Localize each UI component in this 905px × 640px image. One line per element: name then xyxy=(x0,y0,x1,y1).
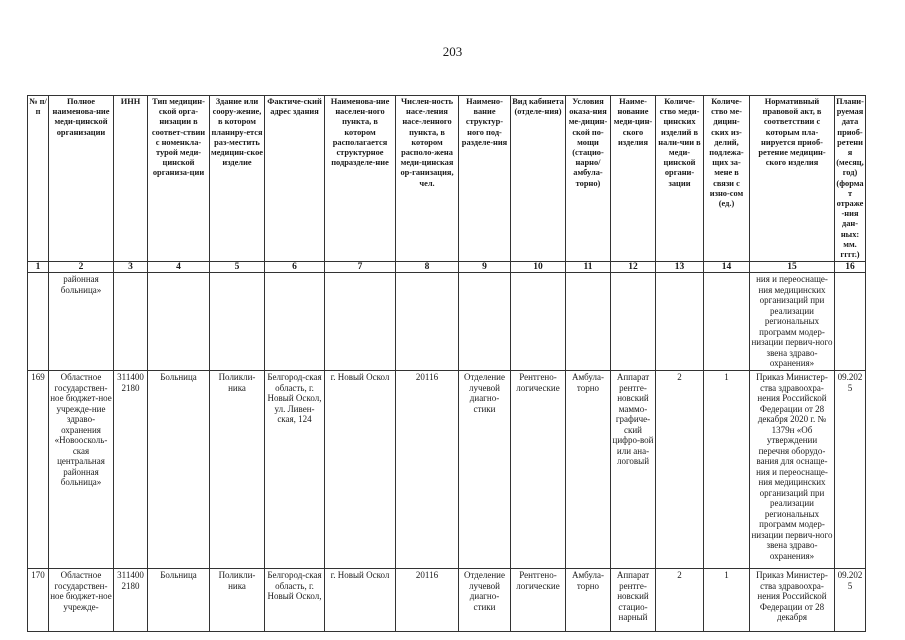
population: 20116 xyxy=(396,371,459,569)
cabinet-type: Рентгено-логические xyxy=(511,371,566,569)
cabinet-type: Рентгено-логические xyxy=(511,569,566,632)
unit: Отделение лучевой диагно-стики xyxy=(459,569,511,632)
column-number: 10 xyxy=(511,262,566,273)
table-cell: ния и переоснаще-ния медицинских организаций при реализации региональных программ модер-низации первич-ного звена здраво-охранения» xyxy=(750,273,835,371)
table-cell xyxy=(28,273,49,371)
table-row xyxy=(28,371,866,569)
header-cell: Наимено-вание структур-ного под-разделе-ния xyxy=(459,96,511,262)
population: 20116 xyxy=(396,569,459,632)
row-number: 169 xyxy=(28,371,49,569)
column-number: 8 xyxy=(396,262,459,273)
device-name: Аппарат рентге-новский стацио-нарный xyxy=(611,569,656,632)
row-number: 170 xyxy=(28,569,49,632)
column-number: 9 xyxy=(459,262,511,273)
table-cell xyxy=(210,273,265,371)
table-row xyxy=(28,569,866,632)
care-conditions: Амбула-торно xyxy=(566,371,611,569)
column-number-row xyxy=(28,262,866,273)
header-cell: Количе-ство меди-цинских изделий в нали-чии в меди-цинской органи-зации xyxy=(656,96,704,262)
address: Белгород-ская область, г. Новый Оскол, ул. Ливен-ская, 124 xyxy=(265,371,325,569)
organization-name: Областное государствен-ное бюджет-ное учрежде- xyxy=(49,569,114,632)
planned-date: 09.2025 xyxy=(835,371,866,569)
table-cell xyxy=(265,273,325,371)
header-cell: Наименова-ние населен-ного пункта, в котором располагается структурное подразделе-ние xyxy=(325,96,396,262)
column-number: 1 xyxy=(28,262,49,273)
table-cell xyxy=(835,273,866,371)
medical-equipment-table xyxy=(27,95,866,632)
header-cell: ИНН xyxy=(114,96,148,262)
header-cell: Вид кабинета (отделе-ния) xyxy=(511,96,566,262)
header-cell: Здание или соору-жение, в котором планиру-ется раз-местить медицин-ское изделие xyxy=(210,96,265,262)
header-cell: Полное наименова-ние меди-цинской организации xyxy=(49,96,114,262)
table-cell xyxy=(511,273,566,371)
inn: 311400 2180 xyxy=(114,371,148,569)
table-cell xyxy=(148,273,210,371)
table-cell xyxy=(656,273,704,371)
building: Поликли-ника xyxy=(210,371,265,569)
table-cell: районная больница» xyxy=(49,273,114,371)
legal-act: Приказ Министер-ства здравоохра-нения Российской Федерации от 28 декабря xyxy=(750,569,835,632)
planned-date: 09.2025 xyxy=(835,569,866,632)
quantity-to-replace: 1 xyxy=(704,371,750,569)
table-row-continuation xyxy=(28,273,866,371)
column-number: 3 xyxy=(114,262,148,273)
inn: 311400 2180 xyxy=(114,569,148,632)
settlement: г. Новый Оскол xyxy=(325,569,396,632)
header-cell: Тип медицин-ской орга-низации в соответ-ствии с номенкла-турой меди-цинской организа-ции xyxy=(148,96,210,262)
device-name: Аппарат рентге-новский маммо-графиче-ский цифро-вой или ана-логовый xyxy=(611,371,656,569)
column-number: 6 xyxy=(265,262,325,273)
column-number: 2 xyxy=(49,262,114,273)
table-cell xyxy=(611,273,656,371)
header-cell: № п/п xyxy=(28,96,49,262)
column-number: 7 xyxy=(325,262,396,273)
page-number: 203 xyxy=(442,44,463,59)
settlement: г. Новый Оскол xyxy=(325,371,396,569)
table-cell xyxy=(459,273,511,371)
column-number: 13 xyxy=(656,262,704,273)
table-cell xyxy=(325,273,396,371)
organization-name: Областное государствен-ное бюджет-ное учрежде-ние здраво-охранения «Новоосколь-ская центральная районная больница» xyxy=(49,371,114,569)
table-cell xyxy=(396,273,459,371)
quantity-to-replace: 1 xyxy=(704,569,750,632)
column-number: 5 xyxy=(210,262,265,273)
building: Поликли-ника xyxy=(210,569,265,632)
organization-type: Больница xyxy=(148,371,210,569)
quantity-available: 2 xyxy=(656,569,704,632)
table-cell xyxy=(704,273,750,371)
header-cell: Наиме-нование меди-цин-ского изделия xyxy=(611,96,656,262)
header-cell: Плани-руемая дата приоб-ретения (месяц, год) (формат отраже-ния дан-ных: мм. гггг.) xyxy=(835,96,866,262)
unit: Отделение лучевой диагно-стики xyxy=(459,371,511,569)
header-cell: Условия оказа-ния ме-дицин-ской по-мощи (стацио-нарно/ амбула-торно) xyxy=(566,96,611,262)
header-cell: Нормативный правовой акт, в соответствии с которым пла-нируется приоб-ретение медицин-ского изделия xyxy=(750,96,835,262)
column-number: 16 xyxy=(835,262,866,273)
column-number: 14 xyxy=(704,262,750,273)
table-cell xyxy=(114,273,148,371)
column-number: 11 xyxy=(566,262,611,273)
address: Белгород-ская область, г. Новый Оскол, xyxy=(265,569,325,632)
header-row xyxy=(28,96,866,262)
organization-type: Больница xyxy=(148,569,210,632)
column-number: 15 xyxy=(750,262,835,273)
legal-act: Приказ Министер-ства здравоохра-нения Российской Федерации от 28 декабря 2020 г. № 1379н «Об утверждении перечня оборудо-вания для оснаще-ния и переоснаще-ния медицинских организаций при реализации региональных программ модер-низации первич-ного звена здраво-охранения» xyxy=(750,371,835,569)
header-cell: Количе-ство ме-дицин-ских из-делий, подлежа-щих за-мене в связи с изно-сом (ед.) xyxy=(704,96,750,262)
care-conditions: Амбула-торно xyxy=(566,569,611,632)
column-number: 4 xyxy=(148,262,210,273)
header-cell: Фактиче-ский адрес здания xyxy=(265,96,325,262)
table-cell xyxy=(566,273,611,371)
header-cell: Числен-ность насе-ления насе-ленного пункта, в котором располо-жена меди-цинская ор-ганизация, чел. xyxy=(396,96,459,262)
quantity-available: 2 xyxy=(656,371,704,569)
column-number: 12 xyxy=(611,262,656,273)
